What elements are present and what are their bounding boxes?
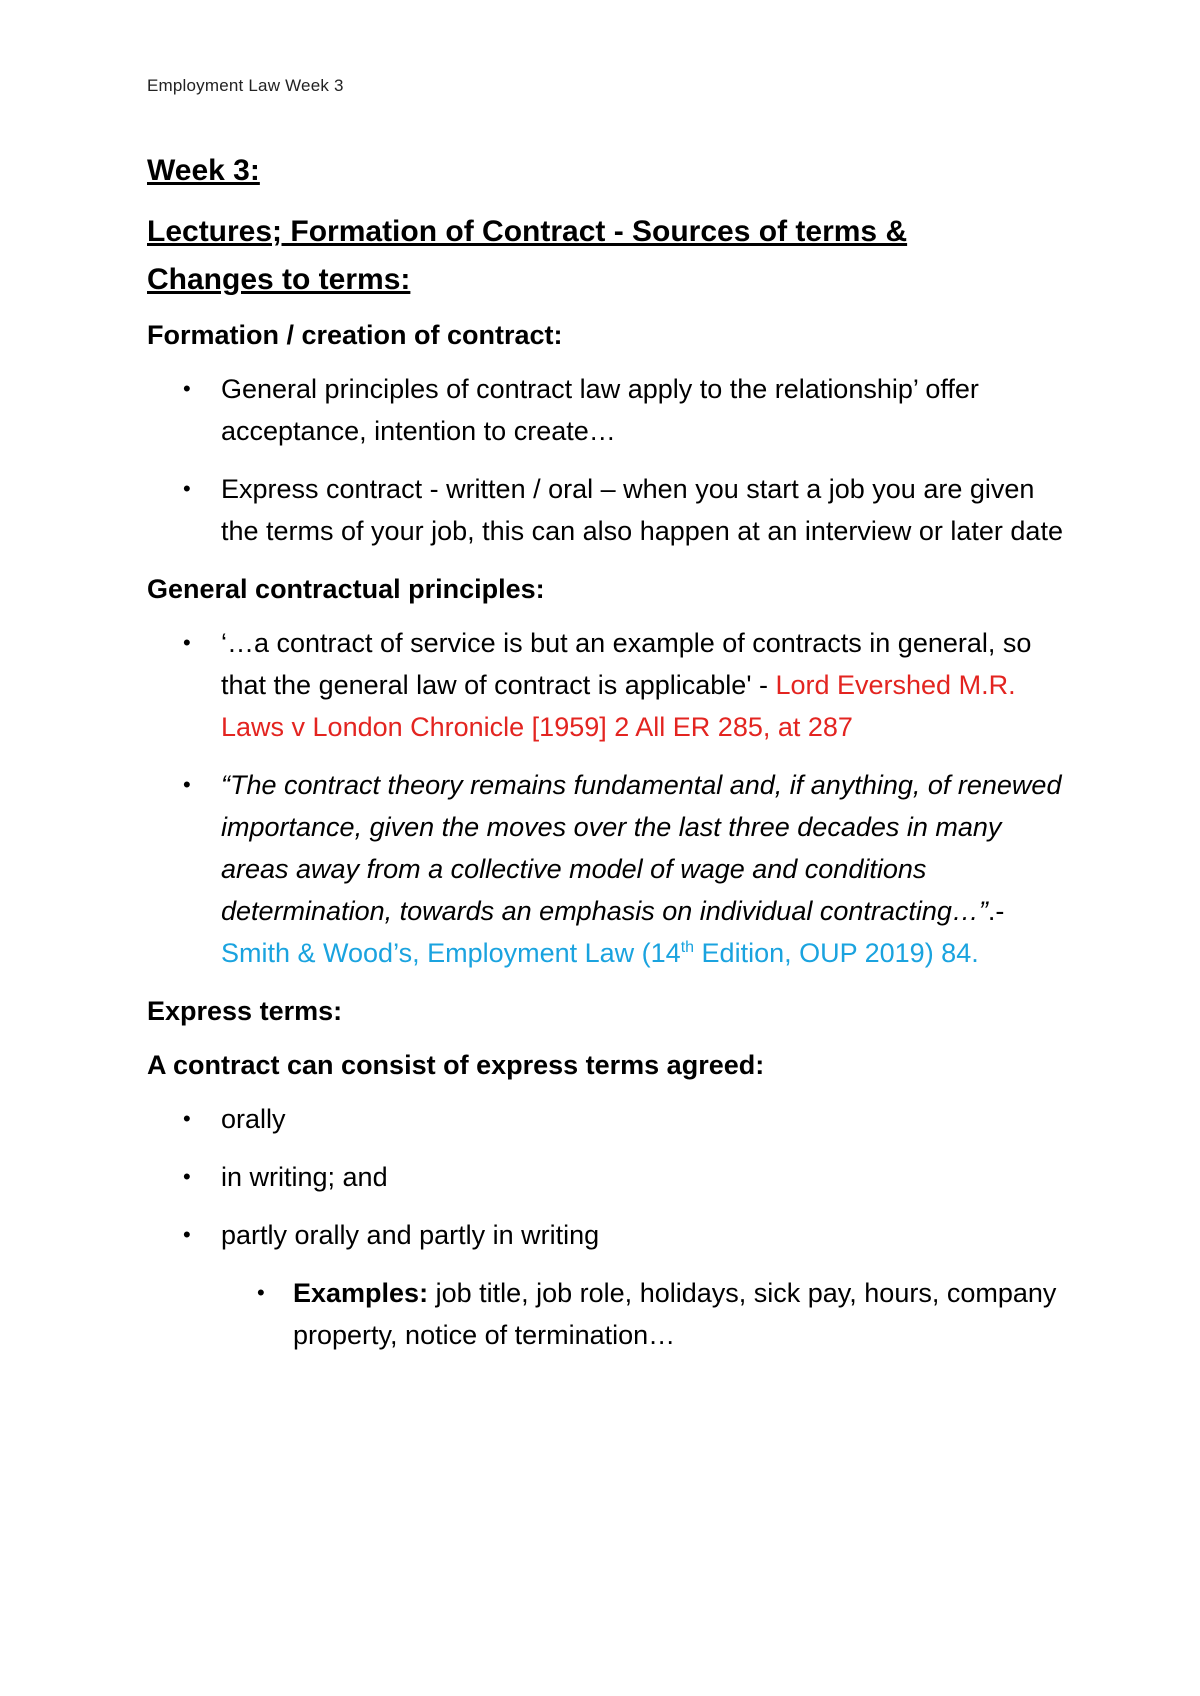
bullet-icon: • — [183, 476, 191, 501]
list-item — [147, 1156, 1067, 1198]
bullet-icon: • — [183, 376, 191, 401]
quote-text: “The contract theory remains fundamental and, if anything, of renewed importance, given the moves over the last three decades in many areas away from a collective model of wage and conditions determination, towards an emphasis on individual contracting…” — [221, 770, 1062, 926]
express-list — [147, 1098, 1067, 1256]
list-item-text: partly orally and partly in writing — [221, 1220, 600, 1250]
week-heading: Week 3: — [147, 154, 260, 187]
formation-heading: Formation / creation of contract: — [147, 320, 563, 350]
list-item-text: orally — [221, 1104, 286, 1134]
bullet-icon: • — [183, 772, 191, 797]
list-item — [147, 764, 1067, 974]
bullet-icon: • — [183, 1222, 191, 1247]
list-item — [147, 1214, 1067, 1256]
examples-label: Examples: — [293, 1278, 429, 1308]
list-item — [147, 1272, 1067, 1356]
bullet-icon: • — [257, 1280, 265, 1305]
formation-list — [147, 368, 1067, 552]
principles-heading: General contractual principles: — [147, 574, 545, 604]
lectures-heading: Lectures; Formation of Contract - Sources of terms & Changes to terms: — [147, 215, 908, 296]
examples-text: job title, job role, holidays, sick pay, hours, company property, notice of termination… — [293, 1278, 1057, 1350]
bullet-icon: • — [183, 1106, 191, 1131]
quote-separator: .- — [987, 896, 1005, 926]
list-item — [147, 468, 1067, 552]
book-citation: Smith & Wood’s, Employment Law (14th Edition, OUP 2019) 84. — [221, 938, 979, 968]
express-subheading: A contract can consist of express terms agreed: — [147, 1050, 765, 1080]
quote-text: ‘…a contract of service is but an example of contracts in general, so that the general law of contract is applicable' - — [221, 628, 1032, 700]
document-body — [147, 148, 1067, 1372]
principles-list — [147, 622, 1067, 974]
case-citation: Lord Evershed M.R. Laws v London Chronicle [1959] 2 All ER 285, at 287 — [221, 670, 1016, 742]
bullet-icon: • — [183, 1164, 191, 1189]
list-item — [147, 368, 1067, 452]
list-item — [147, 622, 1067, 748]
express-heading: Express terms: — [147, 996, 343, 1026]
bullet-icon: • — [183, 630, 191, 655]
list-item — [147, 1098, 1067, 1140]
page-header: Employment Law Week 3 — [147, 76, 344, 95]
examples-list — [147, 1272, 1067, 1356]
list-item-text: Express contract - written / oral – when you start a job you are given the terms of your job, this can also happen at an interview or later date — [221, 474, 1063, 546]
list-item-text: General principles of contract law apply to the relationship’ offer acceptance, intention to create… — [221, 374, 979, 446]
list-item-text: in writing; and — [221, 1162, 388, 1192]
